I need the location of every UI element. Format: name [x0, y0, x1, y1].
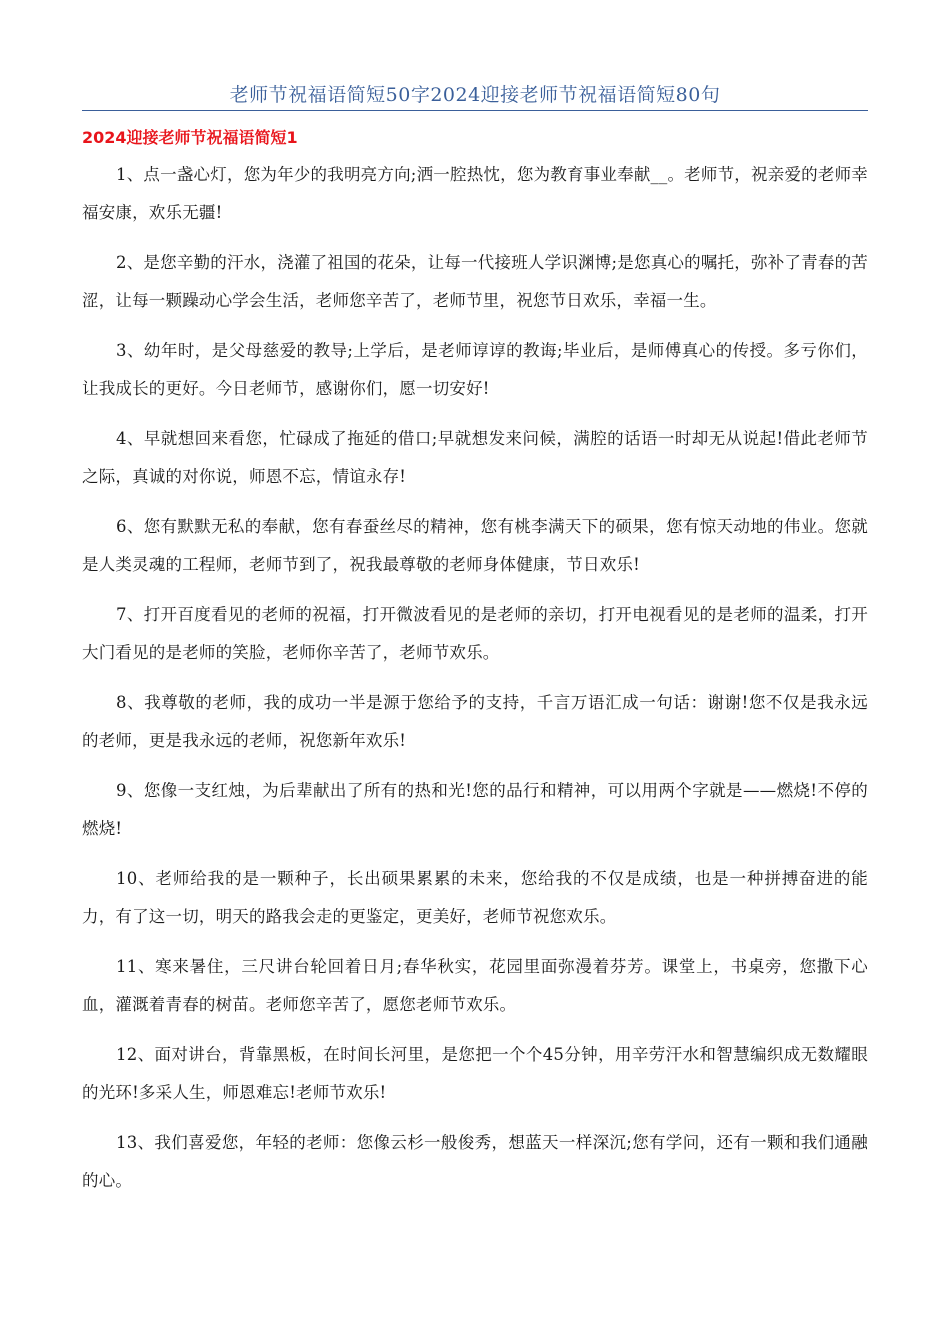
greeting-item-10: 10、老师给我的是一颗种子，长出硕果累累的未来，您给我的不仅是成绩，也是一种拼搏奋进的能力，有了这一切，明天的路我会走的更鉴定，更美好，老师节祝您欢乐。	[82, 869, 868, 926]
section-heading: 2024迎接老师节祝福语简短1	[82, 128, 298, 147]
greeting-item-1: 1、点一盏心灯，您为年少的我明亮方向;洒一腔热忱，您为教育事业奉献__。老师节，祝亲爱的老师幸福安康，欢乐无疆!	[82, 165, 868, 222]
greeting-item-13: 13、我们喜爱您，年轻的老师：您像云杉一般俊秀，想蓝天一样深沉;您有学问，还有一颗和我们通融的心。	[82, 1133, 868, 1190]
greeting-item-3: 3、幼年时，是父母慈爱的教导;上学后，是老师谆谆的教诲;毕业后，是师傅真心的传授。多亏你们，让我成长的更好。今日老师节，感谢你们，愿一切安好!	[82, 341, 868, 398]
greeting-item-6: 6、您有默默无私的奉献，您有春蚕丝尽的精神，您有桃李满天下的硕果，您有惊天动地的伟业。您就是人类灵魂的工程师，老师节到了，祝我最尊敬的老师身体健康，节日欢乐!	[82, 517, 868, 574]
header-title: 老师节祝福语简短50字2024迎接老师节祝福语简短80句	[229, 84, 721, 106]
greeting-item-2: 2、是您辛勤的汗水，浇灌了祖国的花朵，让每一代接班人学识渊博;是您真心的嘱托，弥补了青春的苦涩，让每一颗躁动心学会生活，老师您辛苦了，老师节里，祝您节日欢乐，幸福一生。	[82, 253, 868, 310]
greeting-item-9: 9、您像一支红烛，为后辈献出了所有的热和光!您的品行和精神，可以用两个字就是——燃烧!不停的燃烧!	[82, 781, 868, 838]
greeting-item-8: 8、我尊敬的老师，我的成功一半是源于您给予的支持，千言万语汇成一句话：谢谢!您不仅是我永远的老师，更是我永远的老师，祝您新年欢乐!	[82, 693, 868, 750]
greeting-list	[82, 156, 868, 1212]
greeting-item-7: 7、打开百度看见的老师的祝福，打开微波看见的是老师的亲切，打开电视看见的是老师的温柔，打开大门看见的是老师的笑脸，老师你辛苦了，老师节欢乐。	[82, 605, 868, 662]
greeting-item-12: 12、面对讲台，背靠黑板，在时间长河里，是您把一个个45分钟，用辛劳汗水和智慧编织成无数耀眼的光环!多采人生，师恩难忘!老师节欢乐!	[82, 1045, 868, 1102]
document-header	[82, 80, 868, 111]
greeting-item-4: 4、早就想回来看您，忙碌成了拖延的借口;早就想发来问候，满腔的话语一时却无从说起!借此老师节之际，真诚的对你说，师恩不忘，情谊永存!	[82, 429, 868, 486]
greeting-item-11: 11、寒来暑住，三尺讲台轮回着日月;春华秋实，花园里面弥漫着芬芳。课堂上，书桌旁，您撒下心血，灌溉着青春的树苗。老师您辛苦了，愿您老师节欢乐。	[82, 957, 868, 1014]
